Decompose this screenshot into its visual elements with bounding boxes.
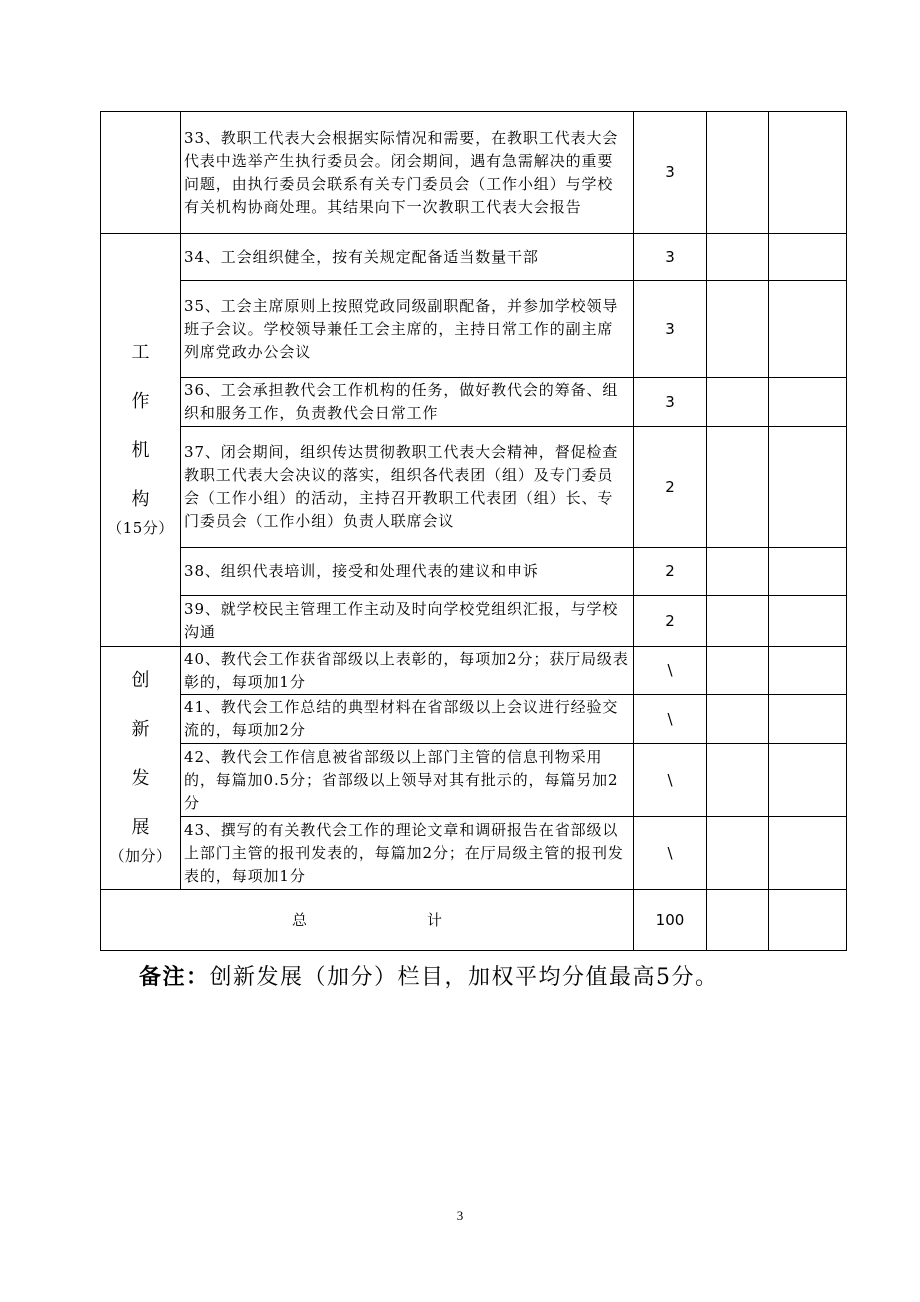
table-row <box>101 647 847 695</box>
remark-text: 创新发展（加分）栏目，加权平均分值最高5分。 <box>209 965 719 990</box>
item-35-text: 35、工会主席原则上按照党政同级副职配备，并参加学校领导班子会议。学校领导兼任工会主席的，主持日常工作的副主席列席党政办公会议 <box>181 281 634 378</box>
remark-label: 备注： <box>139 964 210 990</box>
item-38-text: 38、组织代表培训，接受和处理代表的建议和申诉 <box>181 548 634 596</box>
blank-cell <box>707 647 769 695</box>
blank-cell <box>707 378 769 427</box>
table-row <box>101 281 847 378</box>
total-row <box>101 890 847 951</box>
category-work-organization <box>101 234 181 647</box>
category-char: 新 <box>131 718 150 740</box>
blank-cell <box>707 234 769 281</box>
item-34-score: 3 <box>634 234 707 281</box>
page-number: 3 <box>456 1208 464 1223</box>
item-38-score: 2 <box>634 548 707 596</box>
table-row <box>101 744 847 817</box>
table-row <box>101 378 847 427</box>
table-row <box>101 427 847 548</box>
blank-cell <box>707 890 769 951</box>
item-37-text: 37、闭会期间，组织传达贯彻教职工代表大会精神，督促检查教职工代表大会决议的落实，组织各代表团（组）及专门委员会（工作小组）的活动，主持召开教职工代表团（组）长、专门委员会（工作小组）负责人联席会议 <box>181 427 634 548</box>
category-char: 作 <box>131 390 150 412</box>
category-points: （加分） <box>109 846 172 865</box>
blank-cell <box>769 890 847 951</box>
item-42-score: \ <box>634 744 707 817</box>
blank-cell <box>707 427 769 548</box>
table-row <box>101 596 847 647</box>
category-points: （15分） <box>107 518 174 537</box>
blank-cell <box>769 596 847 647</box>
blank-cell <box>769 744 847 817</box>
total-label-a: 总 <box>291 910 307 929</box>
category-char: 机 <box>131 439 150 461</box>
item-42-text: 42、教代会工作信息被省部级以上部门主管的信息刊物采用的，每篇加0.5分；省部级以上领导对其有批示的，每篇另加2分 <box>181 744 634 817</box>
blank-cell <box>769 548 847 596</box>
total-label <box>101 890 634 951</box>
item-40-score: \ <box>634 647 707 695</box>
category-cell-empty <box>101 112 181 234</box>
item-33-text: 33、教职工代表大会根据实际情况和需要，在教职工代表大会代表中选举产生执行委员会。闭会期间，遇有急需解决的重要问题，由执行委员会联系有关专门委员会（工作小组）与学校有关机构协商处理。其结果向下一次教职工代表大会报告 <box>181 112 634 234</box>
category-char: 展 <box>131 816 150 838</box>
category-char: 创 <box>131 669 150 691</box>
blank-cell <box>769 378 847 427</box>
total-score: 100 <box>634 890 707 951</box>
item-36-text: 36、工会承担教代会工作机构的任务，做好教代会的筹备、组织和服务工作，负责教代会日常工作 <box>181 378 634 427</box>
blank-cell <box>707 695 769 744</box>
evaluation-table <box>100 111 847 951</box>
item-43-score: \ <box>634 817 707 890</box>
blank-cell <box>769 112 847 234</box>
blank-cell <box>769 647 847 695</box>
total-label-b: 计 <box>427 910 443 929</box>
blank-cell <box>707 281 769 378</box>
table-row <box>101 817 847 890</box>
item-40-text: 40、教代会工作获省部级以上表彰的，每项加2分；获厅局级表彰的，每项加1分 <box>181 647 634 695</box>
table-row <box>101 112 847 234</box>
item-41-score: \ <box>634 695 707 744</box>
item-39-score: 2 <box>634 596 707 647</box>
blank-cell <box>707 112 769 234</box>
blank-cell <box>707 744 769 817</box>
blank-cell <box>769 817 847 890</box>
category-char: 工 <box>131 341 150 363</box>
category-char: 构 <box>131 488 150 510</box>
category-char: 发 <box>131 767 150 789</box>
item-34-text: 34、工会组织健全，按有关规定配备适当数量干部 <box>181 234 634 281</box>
blank-cell <box>707 548 769 596</box>
table-row <box>101 548 847 596</box>
table-row <box>101 234 847 281</box>
item-43-text: 43、撰写的有关教代会工作的理论文章和调研报告在省部级以上部门主管的报刊发表的，每篇加2分；在厅局级主管的报刊发表的，每项加1分 <box>181 817 634 890</box>
blank-cell <box>707 596 769 647</box>
item-37-score: 2 <box>634 427 707 548</box>
item-41-text: 41、教代会工作总结的典型材料在省部级以上会议进行经验交流的，每项加2分 <box>181 695 634 744</box>
category-innovation <box>101 647 181 890</box>
blank-cell <box>769 427 847 548</box>
remark <box>139 960 719 991</box>
item-35-score: 3 <box>634 281 707 378</box>
item-33-score: 3 <box>634 112 707 234</box>
item-36-score: 3 <box>634 378 707 427</box>
blank-cell <box>707 817 769 890</box>
blank-cell <box>769 234 847 281</box>
item-39-text: 39、就学校民主管理工作主动及时向学校党组织汇报，与学校沟通 <box>181 596 634 647</box>
blank-cell <box>769 695 847 744</box>
blank-cell <box>769 281 847 378</box>
table-row <box>101 695 847 744</box>
